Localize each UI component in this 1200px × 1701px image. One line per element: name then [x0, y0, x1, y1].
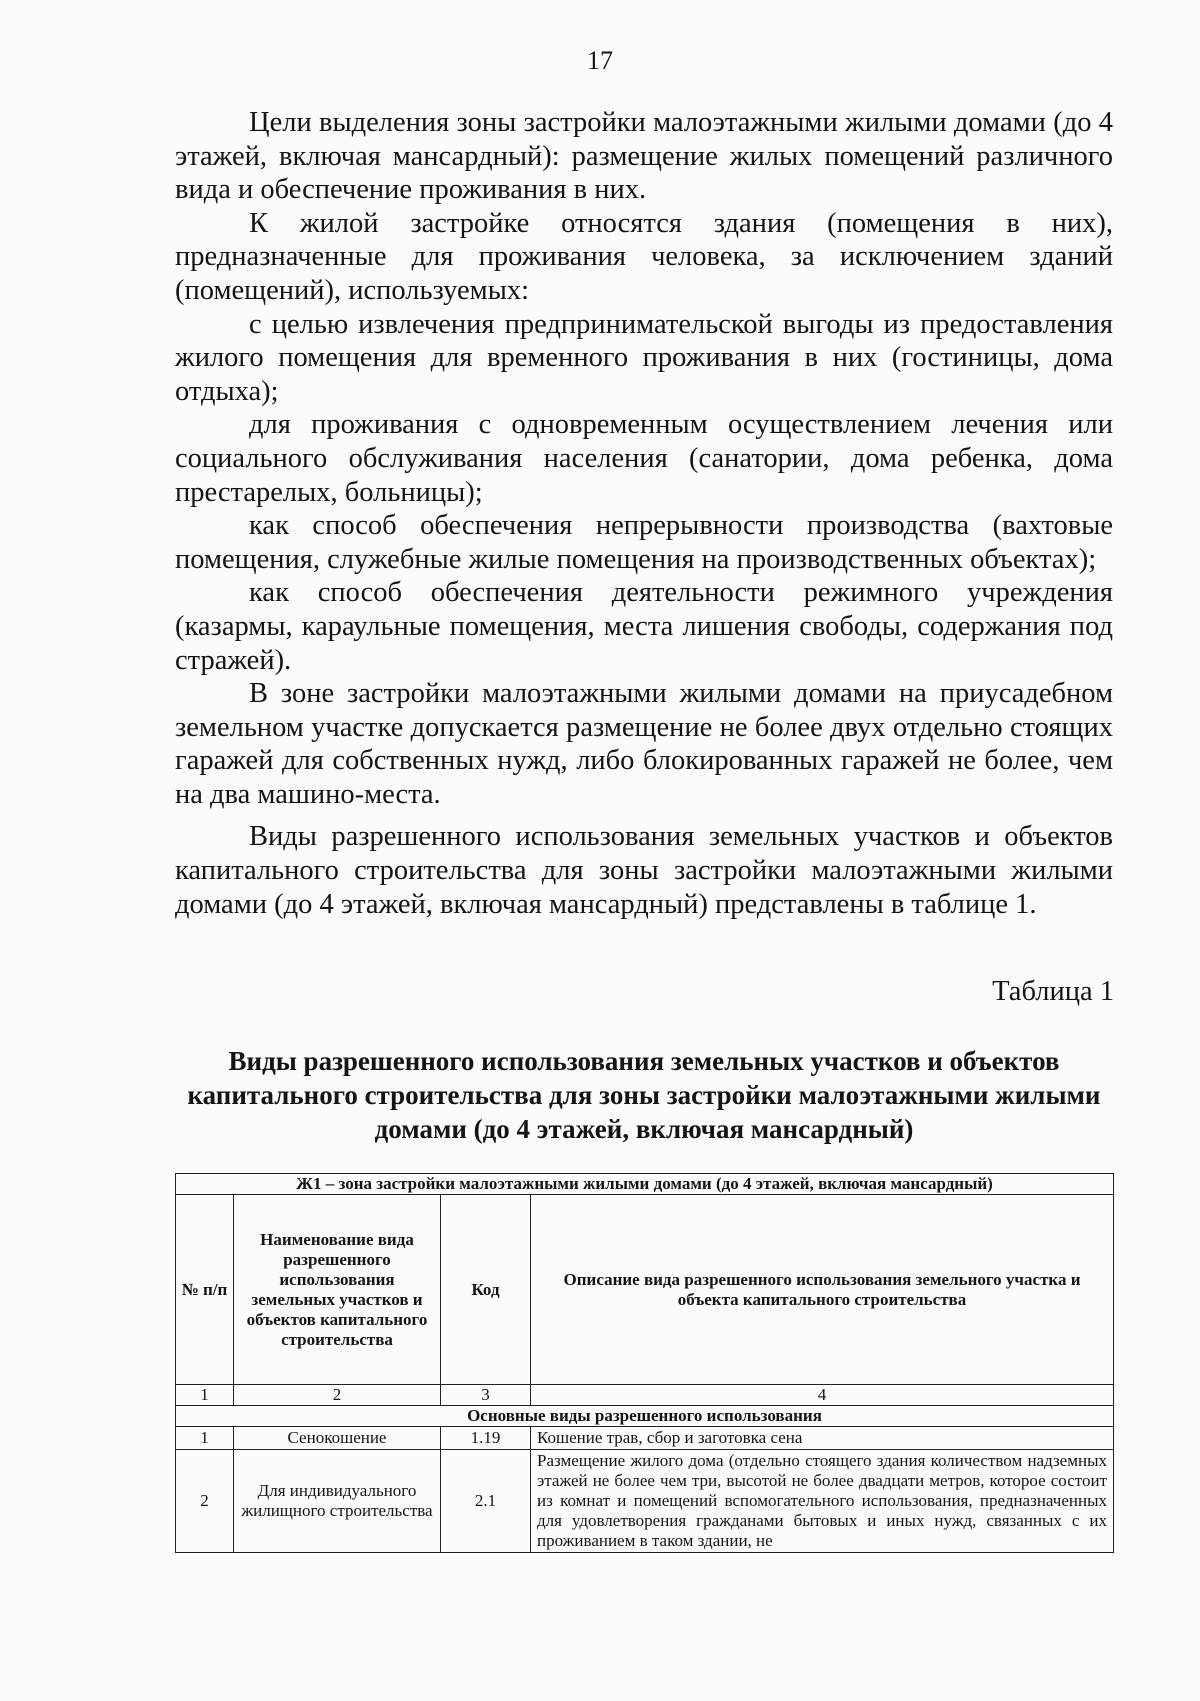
- table-title: Виды разрешенного использования земельных участков и объектов капитального строительства для зоны застройки малоэтажными жилыми домами (до 4 этажей, включая мансардный): [187, 1046, 1101, 1144]
- table-row: [176, 1450, 1114, 1553]
- table-caption: Таблица 1: [992, 976, 1114, 1007]
- page-number: 17: [587, 46, 613, 75]
- row-number: 1: [176, 1427, 234, 1450]
- row-name: Сенокошение: [234, 1427, 441, 1450]
- row-name: Для индивидуального жилищного строительства: [234, 1450, 441, 1553]
- row-code: 1.19: [441, 1427, 531, 1450]
- column-header-name: Наименование вида разрешенного использования земельных участков и объектов капитального строительства: [234, 1195, 441, 1385]
- paragraph: Виды разрешенного использования земельных участков и объектов капитального строительства для зоны застройки малоэтажными жилыми домами (до 4 этажей, включая мансардный) представлены в таблице 1.: [175, 821, 1113, 920]
- table-row: [176, 1427, 1114, 1450]
- paragraph: К жилой застройке относятся здания (помещения в них), предназначенные для проживания человека, за исключением зданий (помещений), используемых:: [175, 207, 1113, 306]
- paragraph: с целью извлечения предпринимательской выгоды из предоставления жилого помещения для временного проживания в них (гостиницы, дома отдыха);: [175, 308, 1113, 407]
- paragraph: как способ обеспечения деятельности режимного учреждения (казармы, караульные помещения, места лишения свободы, содержания под стражей).: [175, 577, 1113, 676]
- row-code: 2.1: [441, 1450, 531, 1553]
- paragraph: для проживания с одновременным осуществлением лечения или социального обслуживания населения (санатории, дома ребенка, дома престарелых, больницы);: [175, 409, 1113, 508]
- section-header: Основные виды разрешенного использования: [176, 1406, 1114, 1427]
- column-number: 2: [234, 1385, 441, 1406]
- column-header-number: № п/п: [176, 1195, 234, 1385]
- column-number: 1: [176, 1385, 234, 1406]
- column-header-code: Код: [441, 1195, 531, 1385]
- paragraph: В зоне застройки малоэтажными жилыми домами на приусадебном земельном участке допускается размещение не более двух отдельно стоящих гаражей для собственных нужд, либо блокированных гаражей не более, чем на два машино-места.: [175, 678, 1113, 810]
- column-number: 3: [441, 1385, 531, 1406]
- row-number: 2: [176, 1450, 234, 1553]
- paragraph: Цели выделения зоны застройки малоэтажными жилыми домами (до 4 этажей, включая мансардный): размещение жилых помещений различного вида и обеспечение проживания в них.: [175, 107, 1113, 206]
- column-header-description: Описание вида разрешенного использования земельного участка и объекта капитального строительства: [531, 1195, 1114, 1385]
- paragraph: как способ обеспечения непрерывности производства (вахтовые помещения, служебные жилые помещения на производственных объектах);: [175, 510, 1113, 575]
- row-description: Размещение жилого дома (отдельно стоящего здания количеством надземных этажей не более чем три, высотой не более двадцати метров, которое состоит из комнат и помещений вспомогательного использования, предназначенных для удовлетворения гражданами бытовых и иных нужд, связанных с их проживанием в таком здании, не: [531, 1450, 1114, 1553]
- land-use-table: [175, 1173, 1113, 1553]
- column-number: 4: [531, 1385, 1114, 1406]
- row-description: Кошение трав, сбор и заготовка сена: [531, 1427, 1114, 1450]
- zone-header: Ж1 – зона застройки малоэтажными жилыми домами (до 4 этажей, включая мансардный): [176, 1174, 1114, 1195]
- body-text: [175, 106, 1113, 921]
